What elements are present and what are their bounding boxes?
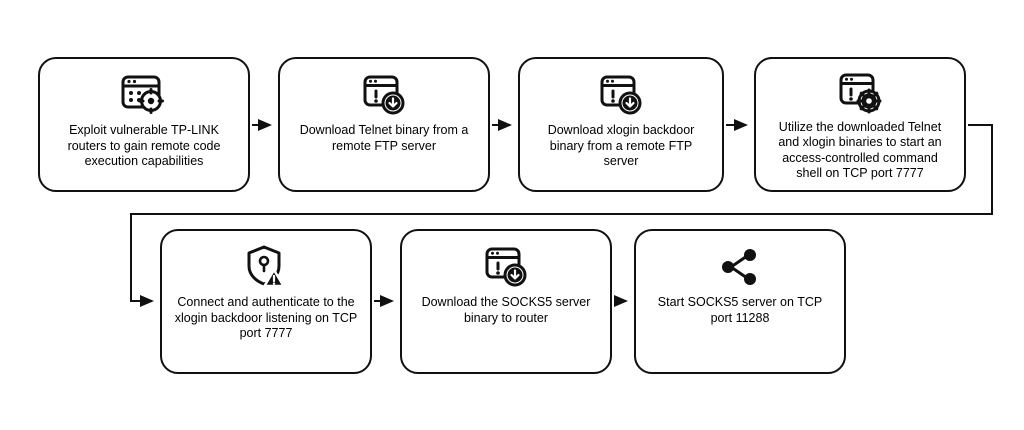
router-settings-icon bbox=[120, 69, 168, 121]
flow-node-download-telnet[interactable] bbox=[278, 57, 490, 192]
download-alert-icon bbox=[361, 69, 407, 121]
flow-node-start-command-shell[interactable] bbox=[754, 57, 966, 192]
network-share-icon bbox=[717, 241, 763, 293]
gear-window-icon bbox=[837, 69, 883, 118]
download-alert-icon bbox=[598, 69, 644, 121]
download-alert-icon bbox=[483, 241, 529, 293]
shield-alert-icon bbox=[244, 241, 288, 293]
flow-node-label: Exploit vulnerable TP-LINK routers to gain remote code execution capabilities bbox=[67, 123, 221, 169]
flow-node-label: Start SOCKS5 server on TCP port 11288 bbox=[657, 295, 823, 325]
flow-node-label: Download Telnet binary from a remote FTP server bbox=[299, 123, 469, 153]
flow-node-label: Download the SOCKS5 server binary to router bbox=[421, 295, 591, 325]
flow-node-download-socks5[interactable] bbox=[400, 229, 612, 374]
flow-node-label: Download xlogin backdoor binary from a remote FTP server bbox=[547, 123, 695, 169]
flow-node-start-socks5[interactable] bbox=[634, 229, 846, 374]
flow-node-connect-backdoor[interactable] bbox=[160, 229, 372, 374]
flow-node-label: Utilize the downloaded Telnet and xlogin binaries to start an access-controlled command shell on TCP port 7777 bbox=[778, 119, 942, 181]
flow-node-exploit-routers[interactable] bbox=[38, 57, 250, 192]
flow-node-download-xlogin[interactable] bbox=[518, 57, 724, 192]
flow-node-label: Connect and authenticate to the xlogin backdoor listening on TCP port 7777 bbox=[174, 295, 358, 341]
